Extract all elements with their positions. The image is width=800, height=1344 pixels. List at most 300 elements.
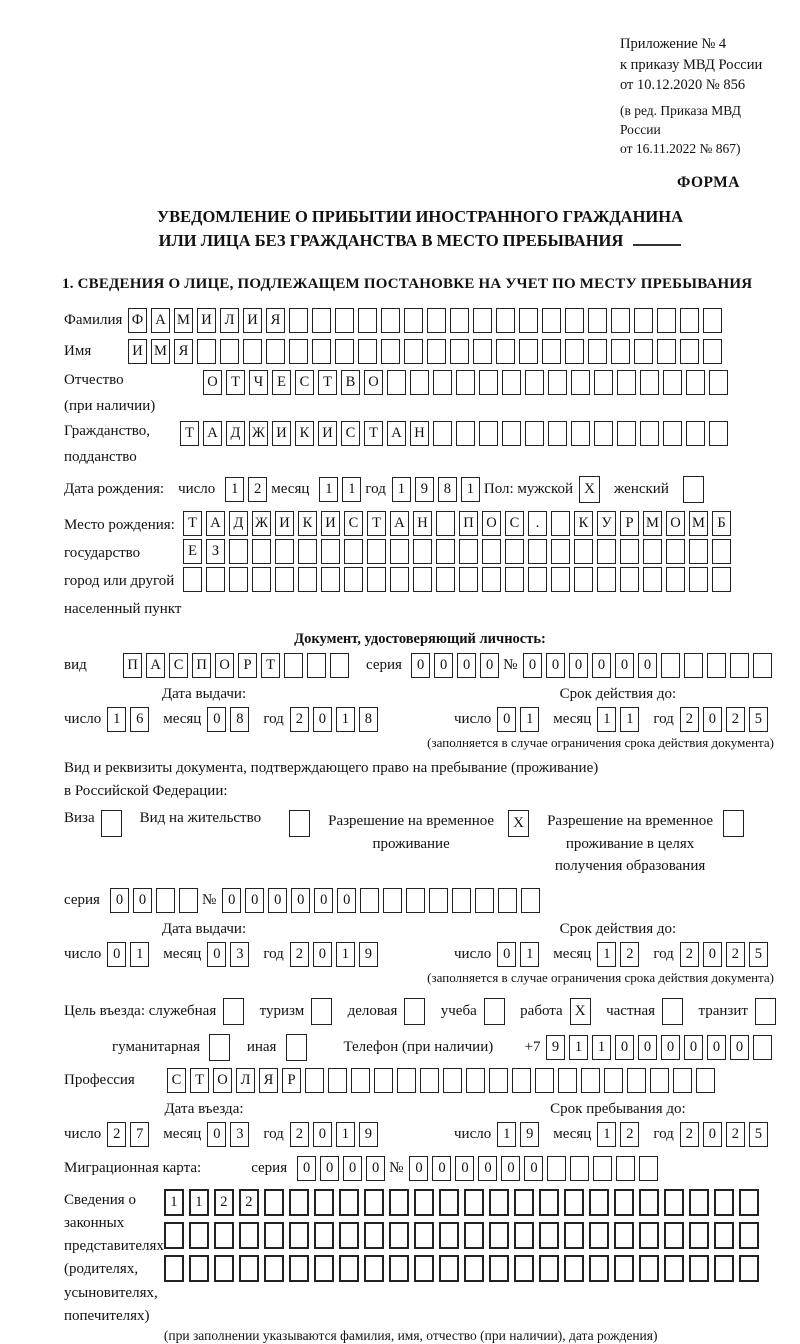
char-cell[interactable] xyxy=(539,1222,559,1249)
char-cell[interactable]: 0 xyxy=(313,942,332,967)
char-cell[interactable] xyxy=(614,1222,634,1249)
char-cell[interactable] xyxy=(739,1255,759,1282)
char-cell[interactable]: А xyxy=(146,653,165,678)
char-cell[interactable] xyxy=(739,1189,759,1216)
char-cell[interactable] xyxy=(406,888,425,913)
entry-month[interactable] xyxy=(207,1122,253,1147)
char-cell[interactable] xyxy=(439,1255,459,1282)
char-cell[interactable]: 0 xyxy=(222,888,241,913)
char-cell[interactable]: 5 xyxy=(749,942,768,967)
char-cell[interactable] xyxy=(214,1255,234,1282)
char-cell[interactable]: О xyxy=(215,653,234,678)
char-cell[interactable] xyxy=(521,888,540,913)
char-cell[interactable]: 0 xyxy=(314,888,333,913)
char-cell[interactable] xyxy=(307,653,326,678)
char-cell[interactable]: И xyxy=(128,339,147,364)
char-cell[interactable]: А xyxy=(203,421,222,446)
char-cell[interactable]: 9 xyxy=(546,1035,565,1060)
purpose-humanitarian-checkbox[interactable] xyxy=(209,1034,230,1061)
char-cell[interactable]: 0 xyxy=(684,1035,703,1060)
char-cell[interactable]: Т xyxy=(318,370,337,395)
char-cell[interactable] xyxy=(548,421,567,446)
char-cell[interactable]: 0 xyxy=(707,1035,726,1060)
char-cell[interactable]: . xyxy=(528,511,547,536)
char-cell[interactable]: 2 xyxy=(726,942,745,967)
char-cell[interactable]: 0 xyxy=(478,1156,497,1181)
char-cell[interactable] xyxy=(305,1068,324,1093)
char-cell[interactable]: И xyxy=(318,421,337,446)
char-cell[interactable] xyxy=(514,1189,534,1216)
char-cell[interactable]: 5 xyxy=(749,707,768,732)
char-cell[interactable] xyxy=(565,308,584,333)
purpose-business-checkbox[interactable] xyxy=(404,998,425,1025)
char-cell[interactable]: 0 xyxy=(245,888,264,913)
birth-place-field-1[interactable] xyxy=(183,511,735,536)
permit-issue-year[interactable] xyxy=(290,942,382,967)
char-cell[interactable] xyxy=(689,1189,709,1216)
permit-issue-month[interactable] xyxy=(207,942,253,967)
char-cell[interactable] xyxy=(640,421,659,446)
char-cell[interactable]: 1 xyxy=(130,942,149,967)
char-cell[interactable] xyxy=(473,339,492,364)
citizenship-field[interactable] xyxy=(180,421,732,446)
doc-valid-year[interactable] xyxy=(680,707,772,732)
char-cell[interactable] xyxy=(551,539,570,564)
char-cell[interactable] xyxy=(344,539,363,564)
char-cell[interactable]: Н xyxy=(410,421,429,446)
residence-permit-checkbox[interactable] xyxy=(289,810,310,837)
char-cell[interactable] xyxy=(383,888,402,913)
mig-number-field[interactable] xyxy=(409,1156,662,1181)
purpose-work-checkbox[interactable]: X xyxy=(570,998,591,1025)
char-cell[interactable] xyxy=(183,567,202,592)
char-cell[interactable] xyxy=(404,339,423,364)
char-cell[interactable] xyxy=(689,567,708,592)
char-cell[interactable]: 1 xyxy=(336,1122,355,1147)
char-cell[interactable]: М xyxy=(689,511,708,536)
char-cell[interactable] xyxy=(666,567,685,592)
char-cell[interactable] xyxy=(429,888,448,913)
char-cell[interactable]: 0 xyxy=(207,1122,226,1147)
char-cell[interactable]: Т xyxy=(261,653,280,678)
char-cell[interactable]: 3 xyxy=(230,1122,249,1147)
char-cell[interactable] xyxy=(266,339,285,364)
char-cell[interactable] xyxy=(314,1255,334,1282)
char-cell[interactable]: Т xyxy=(226,370,245,395)
char-cell[interactable]: К xyxy=(298,511,317,536)
char-cell[interactable] xyxy=(739,1222,759,1249)
char-cell[interactable] xyxy=(339,1222,359,1249)
char-cell[interactable]: Б xyxy=(712,511,731,536)
char-cell[interactable] xyxy=(414,1189,434,1216)
char-cell[interactable] xyxy=(164,1222,184,1249)
char-cell[interactable] xyxy=(164,1255,184,1282)
char-cell[interactable] xyxy=(381,339,400,364)
char-cell[interactable]: 0 xyxy=(313,1122,332,1147)
char-cell[interactable]: 2 xyxy=(239,1189,259,1216)
char-cell[interactable]: 2 xyxy=(248,477,267,502)
char-cell[interactable] xyxy=(367,539,386,564)
char-cell[interactable]: П xyxy=(459,511,478,536)
char-cell[interactable] xyxy=(239,1222,259,1249)
char-cell[interactable]: Т xyxy=(364,421,383,446)
char-cell[interactable]: 2 xyxy=(214,1189,234,1216)
stay-month[interactable] xyxy=(597,1122,643,1147)
char-cell[interactable]: 1 xyxy=(342,477,361,502)
char-cell[interactable] xyxy=(565,339,584,364)
char-cell[interactable]: Ч xyxy=(249,370,268,395)
char-cell[interactable]: 0 xyxy=(107,942,126,967)
char-cell[interactable] xyxy=(502,370,521,395)
char-cell[interactable] xyxy=(505,567,524,592)
char-cell[interactable]: Л xyxy=(220,308,239,333)
char-cell[interactable]: 2 xyxy=(726,707,745,732)
char-cell[interactable] xyxy=(389,1255,409,1282)
char-cell[interactable] xyxy=(614,1255,634,1282)
char-cell[interactable]: 1 xyxy=(107,707,126,732)
char-cell[interactable] xyxy=(479,370,498,395)
char-cell[interactable] xyxy=(264,1222,284,1249)
birth-month-field[interactable] xyxy=(319,477,365,502)
char-cell[interactable] xyxy=(589,1255,609,1282)
permit-number-field[interactable] xyxy=(222,888,544,913)
char-cell[interactable]: 1 xyxy=(461,477,480,502)
char-cell[interactable] xyxy=(753,1035,772,1060)
char-cell[interactable]: Е xyxy=(183,539,202,564)
char-cell[interactable] xyxy=(344,567,363,592)
char-cell[interactable]: 8 xyxy=(438,477,457,502)
char-cell[interactable]: О xyxy=(213,1068,232,1093)
stay-year[interactable] xyxy=(680,1122,772,1147)
doc-issue-month[interactable] xyxy=(207,707,253,732)
char-cell[interactable] xyxy=(657,308,676,333)
char-cell[interactable]: 0 xyxy=(615,1035,634,1060)
purpose-transit-checkbox[interactable] xyxy=(755,998,776,1025)
char-cell[interactable]: 1 xyxy=(520,707,539,732)
char-cell[interactable] xyxy=(420,1068,439,1093)
char-cell[interactable] xyxy=(427,308,446,333)
char-cell[interactable]: И xyxy=(197,308,216,333)
char-cell[interactable]: С xyxy=(341,421,360,446)
char-cell[interactable] xyxy=(433,421,452,446)
char-cell[interactable] xyxy=(663,370,682,395)
char-cell[interactable] xyxy=(466,1068,485,1093)
char-cell[interactable] xyxy=(312,308,331,333)
char-cell[interactable]: 0 xyxy=(434,653,453,678)
char-cell[interactable] xyxy=(436,539,455,564)
surname-field[interactable] xyxy=(128,308,726,333)
char-cell[interactable] xyxy=(574,567,593,592)
char-cell[interactable] xyxy=(564,1222,584,1249)
char-cell[interactable] xyxy=(427,339,446,364)
char-cell[interactable] xyxy=(381,308,400,333)
char-cell[interactable]: Т xyxy=(190,1068,209,1093)
temp-residence-checkbox[interactable]: X xyxy=(508,810,529,837)
char-cell[interactable] xyxy=(709,370,728,395)
birth-place-field-3[interactable] xyxy=(183,567,735,592)
birth-day-field[interactable] xyxy=(225,477,271,502)
char-cell[interactable]: А xyxy=(206,511,225,536)
char-cell[interactable]: 2 xyxy=(726,1122,745,1147)
char-cell[interactable]: 2 xyxy=(290,707,309,732)
char-cell[interactable]: 0 xyxy=(432,1156,451,1181)
char-cell[interactable] xyxy=(673,1068,692,1093)
char-cell[interactable] xyxy=(436,567,455,592)
char-cell[interactable]: 0 xyxy=(455,1156,474,1181)
birth-place-field-2[interactable] xyxy=(183,539,735,564)
char-cell[interactable] xyxy=(156,888,175,913)
char-cell[interactable] xyxy=(664,1255,684,1282)
char-cell[interactable] xyxy=(502,421,521,446)
entry-day[interactable] xyxy=(107,1122,153,1147)
char-cell[interactable] xyxy=(439,1222,459,1249)
char-cell[interactable] xyxy=(335,308,354,333)
char-cell[interactable]: 0 xyxy=(291,888,310,913)
char-cell[interactable] xyxy=(703,339,722,364)
char-cell[interactable]: Р xyxy=(620,511,639,536)
char-cell[interactable]: Я xyxy=(259,1068,278,1093)
char-cell[interactable]: Ж xyxy=(249,421,268,446)
char-cell[interactable] xyxy=(374,1068,393,1093)
permit-issue-day[interactable] xyxy=(107,942,153,967)
char-cell[interactable] xyxy=(611,339,630,364)
char-cell[interactable] xyxy=(450,308,469,333)
char-cell[interactable]: У xyxy=(597,511,616,536)
char-cell[interactable] xyxy=(616,1156,635,1181)
char-cell[interactable] xyxy=(542,339,561,364)
char-cell[interactable] xyxy=(367,567,386,592)
char-cell[interactable]: Т xyxy=(183,511,202,536)
char-cell[interactable] xyxy=(689,539,708,564)
char-cell[interactable] xyxy=(639,1255,659,1282)
char-cell[interactable] xyxy=(289,1255,309,1282)
char-cell[interactable]: С xyxy=(167,1068,186,1093)
phone-field[interactable] xyxy=(546,1035,776,1060)
char-cell[interactable]: 0 xyxy=(501,1156,520,1181)
char-cell[interactable]: О xyxy=(482,511,501,536)
char-cell[interactable] xyxy=(387,370,406,395)
char-cell[interactable] xyxy=(661,653,680,678)
char-cell[interactable] xyxy=(525,370,544,395)
char-cell[interactable] xyxy=(473,308,492,333)
char-cell[interactable] xyxy=(664,1189,684,1216)
char-cell[interactable] xyxy=(410,370,429,395)
char-cell[interactable]: И xyxy=(275,511,294,536)
char-cell[interactable]: 1 xyxy=(164,1189,184,1216)
char-cell[interactable]: Д xyxy=(229,511,248,536)
char-cell[interactable] xyxy=(611,308,630,333)
char-cell[interactable]: 0 xyxy=(497,942,516,967)
char-cell[interactable] xyxy=(753,653,772,678)
char-cell[interactable] xyxy=(620,539,639,564)
char-cell[interactable] xyxy=(351,1068,370,1093)
char-cell[interactable] xyxy=(364,1222,384,1249)
char-cell[interactable] xyxy=(498,888,517,913)
char-cell[interactable]: 2 xyxy=(290,1122,309,1147)
purpose-private-checkbox[interactable] xyxy=(662,998,683,1025)
char-cell[interactable]: З xyxy=(206,539,225,564)
char-cell[interactable] xyxy=(680,308,699,333)
char-cell[interactable] xyxy=(464,1222,484,1249)
char-cell[interactable]: 8 xyxy=(359,707,378,732)
doc-valid-month[interactable] xyxy=(597,707,643,732)
char-cell[interactable]: 0 xyxy=(320,1156,339,1181)
char-cell[interactable] xyxy=(570,1156,589,1181)
char-cell[interactable]: 1 xyxy=(597,942,616,967)
char-cell[interactable] xyxy=(620,567,639,592)
visa-checkbox[interactable] xyxy=(101,810,122,837)
char-cell[interactable] xyxy=(551,511,570,536)
char-cell[interactable]: 1 xyxy=(597,1122,616,1147)
char-cell[interactable] xyxy=(571,421,590,446)
char-cell[interactable] xyxy=(547,1156,566,1181)
char-cell[interactable]: 0 xyxy=(480,653,499,678)
char-cell[interactable] xyxy=(707,653,726,678)
purpose-tourism-checkbox[interactable] xyxy=(311,998,332,1025)
char-cell[interactable] xyxy=(289,339,308,364)
char-cell[interactable]: 2 xyxy=(107,1122,126,1147)
doc-issue-day[interactable] xyxy=(107,707,153,732)
char-cell[interactable]: Ж xyxy=(252,511,271,536)
char-cell[interactable] xyxy=(643,567,662,592)
char-cell[interactable]: 0 xyxy=(207,942,226,967)
char-cell[interactable] xyxy=(220,339,239,364)
char-cell[interactable]: 7 xyxy=(130,1122,149,1147)
stay-day[interactable] xyxy=(497,1122,543,1147)
char-cell[interactable]: 9 xyxy=(359,942,378,967)
permit-series-field[interactable] xyxy=(110,888,202,913)
char-cell[interactable] xyxy=(514,1255,534,1282)
char-cell[interactable] xyxy=(593,1156,612,1181)
char-cell[interactable] xyxy=(275,539,294,564)
char-cell[interactable]: Р xyxy=(282,1068,301,1093)
char-cell[interactable]: П xyxy=(192,653,211,678)
char-cell[interactable] xyxy=(703,308,722,333)
char-cell[interactable]: С xyxy=(169,653,188,678)
char-cell[interactable] xyxy=(571,370,590,395)
char-cell[interactable] xyxy=(339,1189,359,1216)
char-cell[interactable]: Л xyxy=(236,1068,255,1093)
char-cell[interactable] xyxy=(314,1189,334,1216)
char-cell[interactable] xyxy=(664,1222,684,1249)
char-cell[interactable] xyxy=(548,370,567,395)
char-cell[interactable] xyxy=(627,1068,646,1093)
char-cell[interactable]: 0 xyxy=(366,1156,385,1181)
char-cell[interactable]: 0 xyxy=(523,653,542,678)
purpose-study-checkbox[interactable] xyxy=(484,998,505,1025)
char-cell[interactable] xyxy=(389,1189,409,1216)
char-cell[interactable] xyxy=(358,339,377,364)
char-cell[interactable] xyxy=(712,567,731,592)
char-cell[interactable] xyxy=(364,1189,384,1216)
char-cell[interactable] xyxy=(489,1255,509,1282)
char-cell[interactable] xyxy=(666,539,685,564)
char-cell[interactable] xyxy=(535,1068,554,1093)
char-cell[interactable]: 1 xyxy=(520,942,539,967)
char-cell[interactable] xyxy=(275,567,294,592)
char-cell[interactable]: О xyxy=(203,370,222,395)
char-cell[interactable] xyxy=(551,567,570,592)
char-cell[interactable] xyxy=(312,339,331,364)
char-cell[interactable] xyxy=(634,308,653,333)
char-cell[interactable]: М xyxy=(643,511,662,536)
char-cell[interactable]: А xyxy=(151,308,170,333)
char-cell[interactable]: 0 xyxy=(207,707,226,732)
char-cell[interactable] xyxy=(574,539,593,564)
char-cell[interactable] xyxy=(689,1255,709,1282)
char-cell[interactable] xyxy=(475,888,494,913)
char-cell[interactable] xyxy=(686,421,705,446)
char-cell[interactable]: С xyxy=(295,370,314,395)
char-cell[interactable] xyxy=(390,539,409,564)
char-cell[interactable] xyxy=(617,421,636,446)
char-cell[interactable] xyxy=(617,370,636,395)
char-cell[interactable] xyxy=(452,888,471,913)
char-cell[interactable]: 0 xyxy=(268,888,287,913)
char-cell[interactable] xyxy=(197,339,216,364)
char-cell[interactable]: 0 xyxy=(110,888,129,913)
doc-valid-day[interactable] xyxy=(497,707,543,732)
char-cell[interactable]: И xyxy=(272,421,291,446)
permit-valid-month[interactable] xyxy=(597,942,643,967)
char-cell[interactable] xyxy=(489,1189,509,1216)
char-cell[interactable] xyxy=(712,539,731,564)
char-cell[interactable] xyxy=(252,567,271,592)
char-cell[interactable]: 9 xyxy=(415,477,434,502)
char-cell[interactable]: Р xyxy=(238,653,257,678)
char-cell[interactable] xyxy=(614,1189,634,1216)
char-cell[interactable] xyxy=(650,1068,669,1093)
char-cell[interactable] xyxy=(264,1189,284,1216)
char-cell[interactable] xyxy=(594,370,613,395)
char-cell[interactable]: С xyxy=(344,511,363,536)
char-cell[interactable] xyxy=(243,339,262,364)
char-cell[interactable]: К xyxy=(295,421,314,446)
char-cell[interactable] xyxy=(321,567,340,592)
char-cell[interactable] xyxy=(709,421,728,446)
legal-reps-field-2[interactable] xyxy=(164,1222,764,1249)
char-cell[interactable]: 0 xyxy=(313,707,332,732)
char-cell[interactable]: 1 xyxy=(319,477,338,502)
char-cell[interactable]: 8 xyxy=(230,707,249,732)
char-cell[interactable] xyxy=(714,1189,734,1216)
char-cell[interactable] xyxy=(443,1068,462,1093)
char-cell[interactable] xyxy=(686,370,705,395)
char-cell[interactable]: 2 xyxy=(290,942,309,967)
char-cell[interactable] xyxy=(496,339,515,364)
char-cell[interactable]: С xyxy=(505,511,524,536)
char-cell[interactable]: 0 xyxy=(497,707,516,732)
char-cell[interactable] xyxy=(189,1222,209,1249)
mig-series-field[interactable] xyxy=(297,1156,389,1181)
char-cell[interactable] xyxy=(364,1255,384,1282)
entry-year[interactable] xyxy=(290,1122,382,1147)
char-cell[interactable] xyxy=(597,567,616,592)
char-cell[interactable]: О xyxy=(666,511,685,536)
char-cell[interactable] xyxy=(264,1255,284,1282)
char-cell[interactable]: А xyxy=(390,511,409,536)
char-cell[interactable] xyxy=(298,539,317,564)
char-cell[interactable] xyxy=(298,567,317,592)
char-cell[interactable] xyxy=(482,567,501,592)
char-cell[interactable] xyxy=(439,1189,459,1216)
char-cell[interactable]: 0 xyxy=(615,653,634,678)
char-cell[interactable] xyxy=(335,339,354,364)
char-cell[interactable]: 0 xyxy=(343,1156,362,1181)
char-cell[interactable]: 1 xyxy=(569,1035,588,1060)
char-cell[interactable] xyxy=(558,1068,577,1093)
char-cell[interactable] xyxy=(684,653,703,678)
